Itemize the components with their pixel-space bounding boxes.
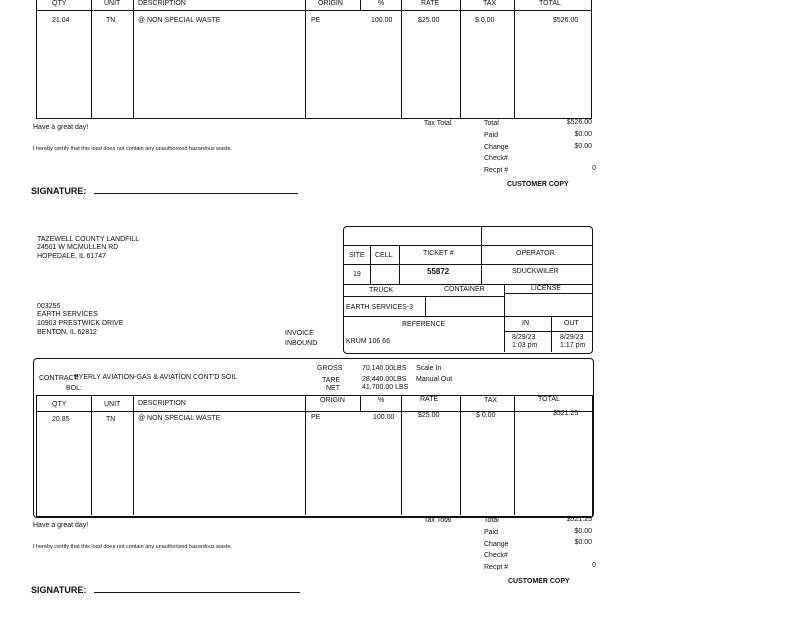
- summary-check-label: Check#: [484, 155, 508, 162]
- col-header-rate: RATE: [421, 0, 440, 7]
- certify-text: I hereby certify that this load does not contain any unauthorized hazardous waste.: [33, 544, 233, 550]
- col-header-origin: ORIGIN: [318, 0, 343, 7]
- col-header-unit: UNIT: [104, 401, 121, 408]
- row-total: $526.00: [553, 17, 579, 24]
- signature-label: SIGNATURE:: [31, 186, 87, 196]
- customer-address2: BENTON, IL 62812: [37, 329, 97, 336]
- col-header-origin: ORIGIN: [320, 397, 345, 404]
- col-header-pct: %: [378, 397, 385, 404]
- row-unit: TN: [106, 17, 116, 24]
- summary-total-value: $521.25: [566, 516, 592, 523]
- license-label: LICENSE: [531, 285, 561, 292]
- col-header-qty: QTY: [52, 401, 67, 408]
- site-label: SITE: [349, 252, 365, 259]
- summary-total-label: Total: [484, 517, 499, 524]
- certify-text: I hereby certify that this load does not contain any unauthorized hazardous waste.: [33, 146, 233, 152]
- gross-value: 70,140.00LBS: [362, 365, 407, 372]
- in-time: 1:03 pm: [512, 342, 538, 349]
- col-header-description: DESCRIPTION: [138, 400, 186, 407]
- landfill-address2: HOPEDALE, IL 61747: [37, 253, 107, 260]
- reference-value: KRUM 106 66: [346, 338, 390, 345]
- customer-copy-label: CUSTOMER COPY: [507, 181, 569, 188]
- summary-paid-label: Paid: [484, 132, 499, 139]
- col-header-unit: UNIT: [104, 0, 121, 7]
- summary-change-label: Change: [484, 144, 509, 151]
- invoice-label: INVOICE: [285, 330, 314, 337]
- in-date: 8/29/23: [512, 334, 536, 341]
- contract-label: CONTRACT:: [39, 375, 80, 382]
- customer-name: EARTH SERVICES: [37, 311, 98, 318]
- site-value: 19: [353, 271, 361, 278]
- out-date: 8/29/23: [560, 334, 584, 341]
- col-header-tax: TAX: [484, 397, 498, 404]
- summary-change-label: Change: [484, 541, 509, 548]
- container-label: CONTAINER: [444, 286, 485, 293]
- in-label: IN: [522, 320, 529, 327]
- row-origin: PE: [311, 17, 321, 24]
- tare-note: Manual Out: [416, 376, 453, 383]
- out-time: 1:17 pm: [560, 342, 586, 349]
- reference-label: REFERENCE: [402, 321, 446, 328]
- summary-paid-value: $0.00: [574, 528, 592, 535]
- ticket-value: 55872: [427, 267, 450, 276]
- truck-label: TRUCK: [369, 287, 394, 294]
- summary-paid-value: $0.00: [574, 131, 592, 138]
- col-header-description: DESCRIPTION: [138, 0, 186, 7]
- inbound-label: INBOUND: [285, 340, 318, 347]
- row-rate: $25.00: [418, 17, 440, 24]
- tare-label: TARE: [322, 377, 341, 384]
- tax-total-label: Tax Total: [424, 120, 452, 127]
- col-header-tax: TAX: [483, 0, 497, 7]
- operator-value: SDUCKWILER: [512, 268, 559, 275]
- col-header-qty: QTY: [52, 0, 67, 7]
- signature-label: SIGNATURE:: [31, 585, 87, 595]
- row-qty: 21.04: [52, 17, 70, 24]
- greeting-text: Have a great day!: [33, 522, 89, 529]
- row-description: @ NON SPECIAL WASTE: [138, 415, 221, 422]
- net-value: 41,700.00 LBS: [362, 384, 409, 391]
- col-header-rate: RATE: [420, 396, 439, 403]
- row-pct: 100.00: [373, 414, 395, 421]
- summary-recpt-value: 0: [592, 562, 596, 569]
- customer-copy-label: CUSTOMER COPY: [508, 578, 570, 585]
- summary-recpt-label: Recpt #: [484, 167, 509, 174]
- row-total: $521.25: [553, 410, 579, 417]
- row-unit: TN: [106, 416, 116, 423]
- bol-label: BOL:: [66, 385, 82, 392]
- row-rate: $25.00: [418, 412, 440, 419]
- gross-label: GROSS: [317, 365, 343, 372]
- contract-value: BYERLY AVIATION-GAS & AVIATION CONT'D SOIL: [74, 374, 238, 381]
- row-tax: $ 0.00: [475, 17, 495, 24]
- greeting-text: Have a great day!: [33, 124, 89, 131]
- customer-id: 003255: [37, 303, 61, 310]
- summary-change-value: $0.00: [574, 539, 592, 546]
- summary-check-label: Check#: [484, 552, 508, 559]
- row-tax: $ 0.00: [476, 412, 496, 419]
- col-header-total: TOTAL: [538, 396, 560, 403]
- row-origin: PE: [311, 414, 321, 421]
- ticket-label: TICKET #: [423, 250, 454, 257]
- net-label: NET: [326, 385, 340, 392]
- gross-note: Scale In: [416, 365, 442, 372]
- signature-line: [94, 592, 300, 593]
- out-label: OUT: [564, 320, 579, 327]
- tare-value: 28,440.00LBS: [362, 376, 407, 383]
- summary-recpt-value: 0: [592, 165, 596, 172]
- signature-line: [94, 193, 298, 194]
- landfill-name: TAZEWELL COUNTY LANDFILL: [37, 236, 140, 243]
- row-description: @ NON SPECIAL WASTE: [138, 17, 221, 24]
- row-qty: 20.85: [52, 416, 70, 423]
- summary-total-value: $526.00: [566, 119, 592, 126]
- summary-change-value: $0.00: [574, 143, 592, 150]
- row-pct: 100.00: [371, 17, 393, 24]
- col-header-total: TOTAL: [539, 0, 561, 7]
- landfill-address1: 24501 W MCMULLEN RD: [37, 244, 119, 251]
- summary-total-label: Total: [484, 120, 499, 127]
- tax-total-label: Tax Total: [424, 517, 452, 524]
- summary-paid-label: Paid: [484, 529, 499, 536]
- cell-label: CELL: [375, 252, 393, 259]
- truck-value: EARTH SERVICES-3: [346, 304, 414, 311]
- customer-address1: 10903 PRESTWICK DRIVE: [37, 320, 124, 327]
- col-header-pct: %: [378, 0, 385, 7]
- summary-recpt-label: Recpt #: [484, 564, 509, 571]
- operator-label: OPERATOR: [516, 250, 555, 257]
